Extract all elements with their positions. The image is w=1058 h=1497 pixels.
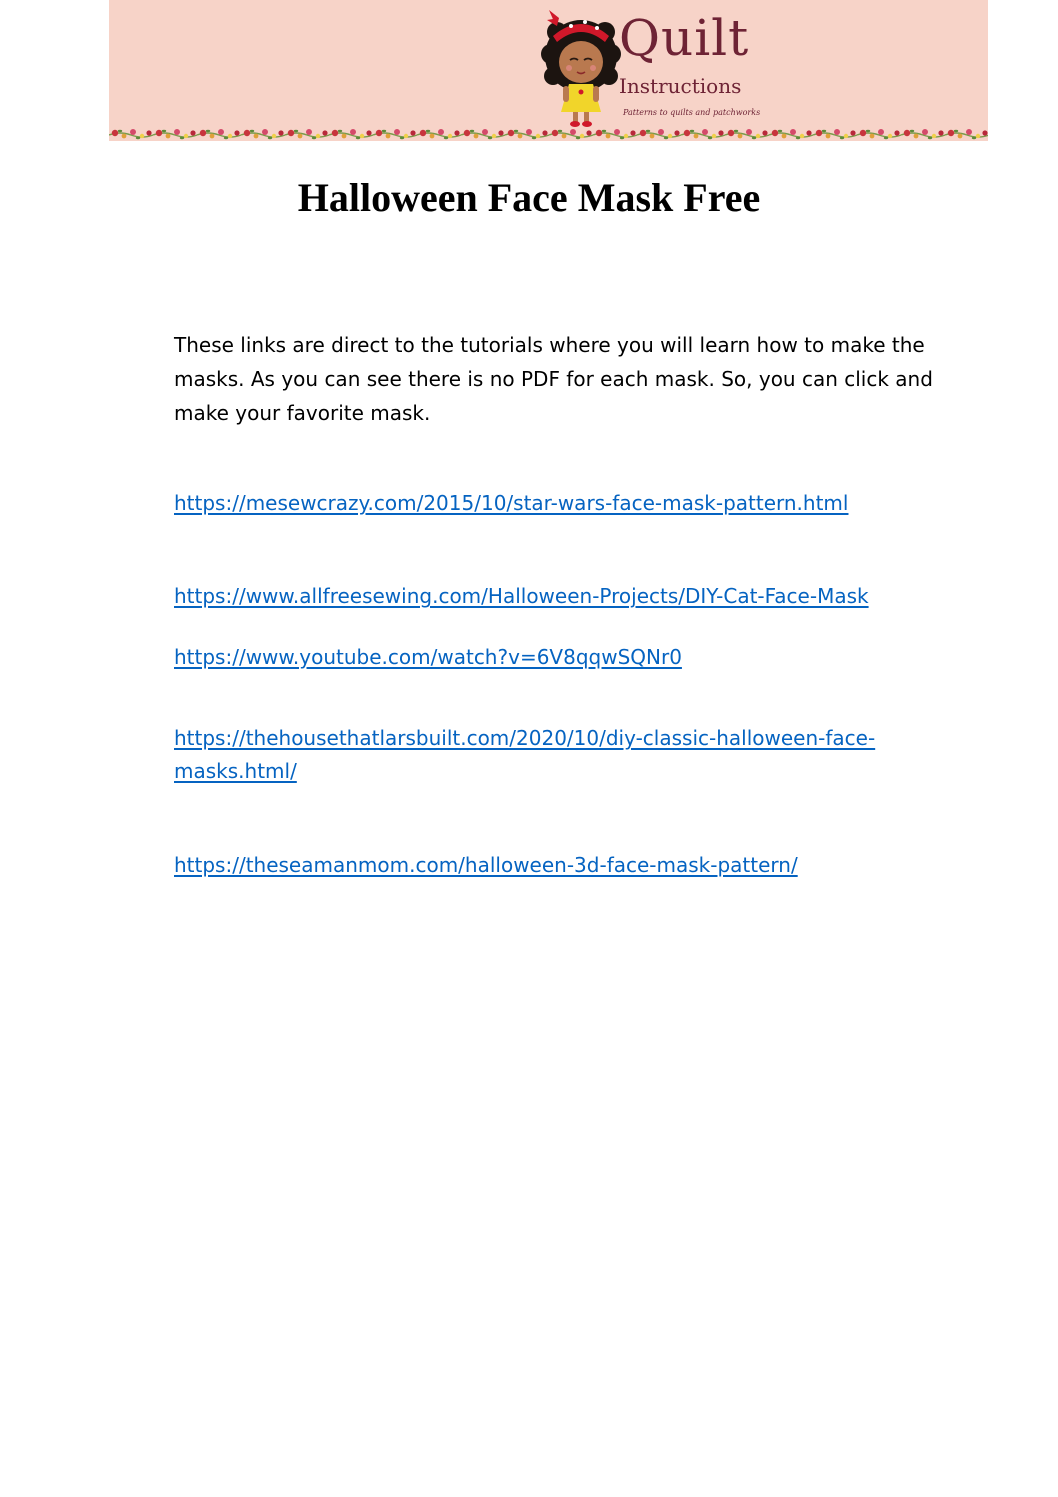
link-thehousethatlarsbuilt[interactable]: https://thehousethatlarsbuilt.com/2020/10/diy-classic-halloween-face-masks.html/ — [174, 726, 876, 783]
logo-tagline: Patterns to quilts and patchworks — [623, 108, 761, 117]
header-banner — [109, 0, 988, 141]
logo-subtitle: Instructions — [619, 74, 742, 98]
link-allfreesewing[interactable]: https://www.allfreesewing.com/Halloween-Projects/DIY-Cat-Face-Mask — [174, 584, 869, 608]
logo-wordmark: Quilt — [619, 9, 750, 67]
doll-mascot-icon — [537, 4, 629, 128]
page-title: Halloween Face Mask Free — [297, 175, 761, 220]
quilt-instructions-logo[interactable] — [537, 4, 777, 128]
link-theseamanmom[interactable]: https://theseamanmom.com/halloween-3d-face-mask-pattern/ — [174, 853, 798, 877]
intro-paragraph: These links are direct to the tutorials where you will learn how to make the masks. As you can see there is no PDF for each mask. So, you can click and make your favorite mask. — [174, 333, 933, 425]
link-youtube[interactable]: https://www.youtube.com/watch?v=6V8qqwSQNr0 — [174, 645, 682, 669]
floral-border-decoration — [109, 125, 988, 141]
link-mesewcrazy[interactable]: https://mesewcrazy.com/2015/10/star-wars-face-mask-pattern.html — [174, 491, 849, 515]
